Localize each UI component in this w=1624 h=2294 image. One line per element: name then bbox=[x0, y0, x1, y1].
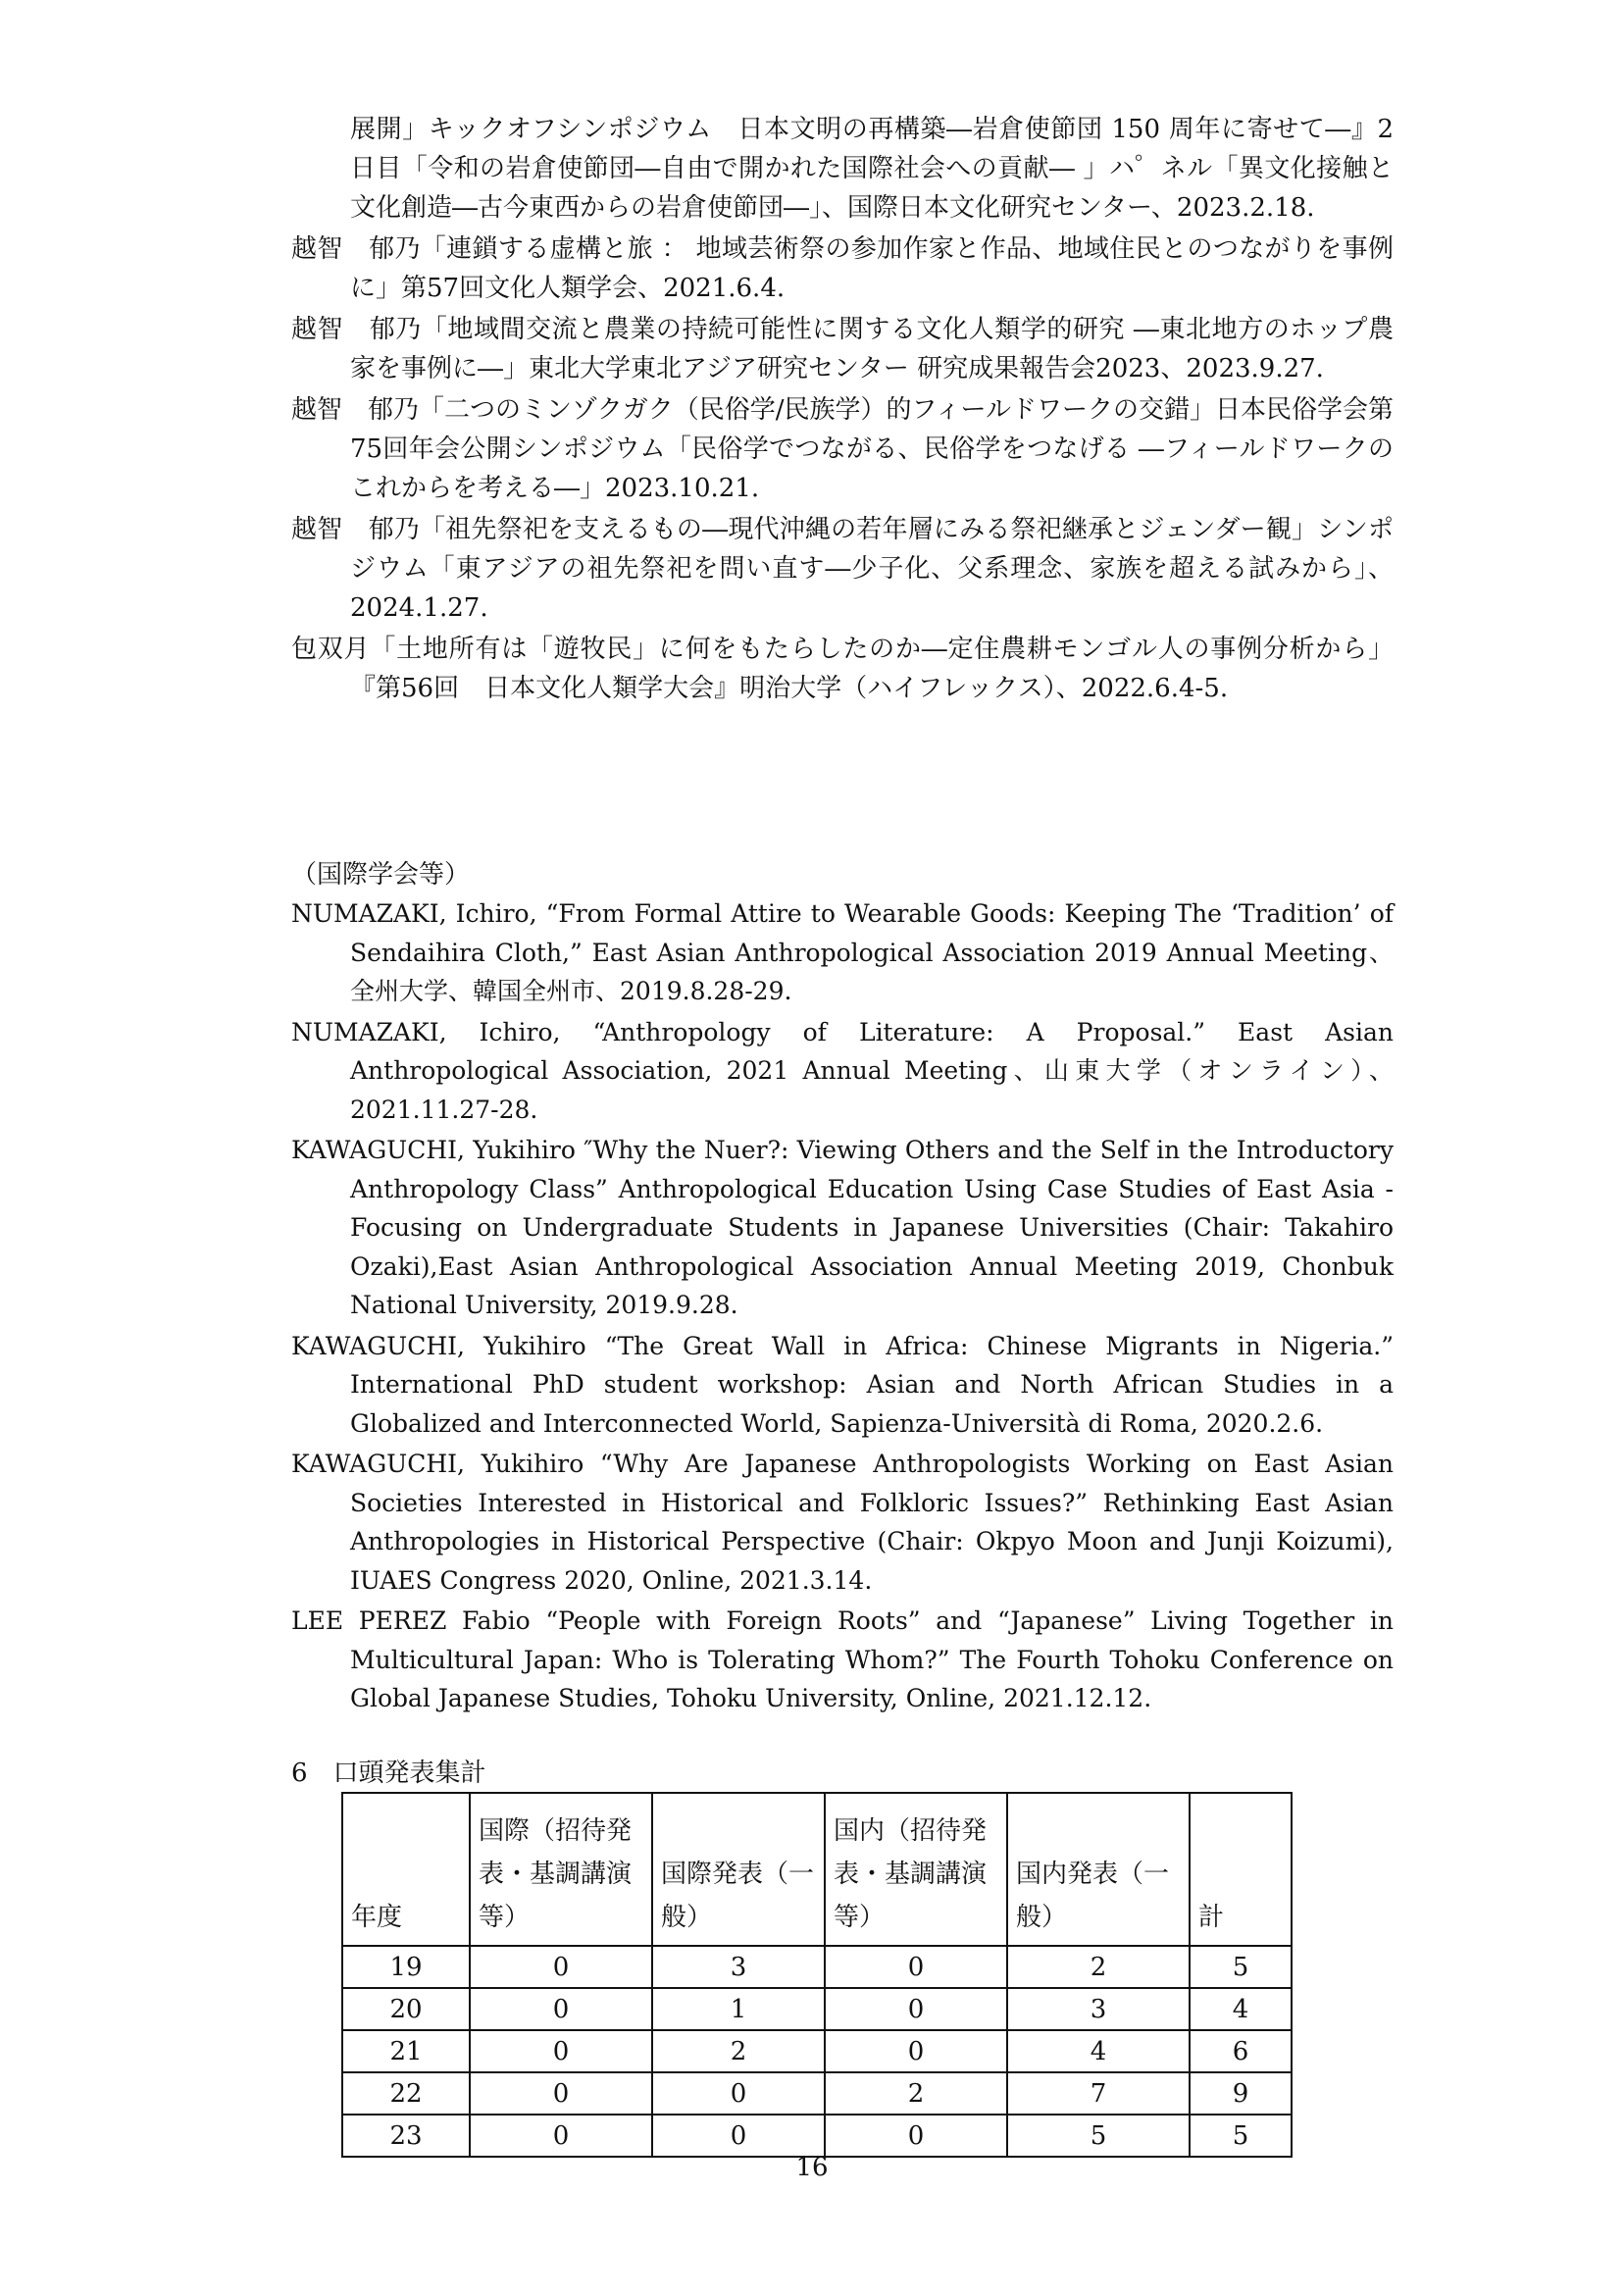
column-header: 国際発表（一般） bbox=[652, 1793, 825, 1946]
table-cell: 0 bbox=[652, 2115, 825, 2157]
international-reference-section bbox=[291, 855, 1394, 1720]
reference-entry: KAWAGUCHI, Yukihiro “Why Are Japanese Anthropologists Working on East Asian Societies Interested in Historical and Folkloric Issues?” Rethinking East Asian Anthropologies in Historical Perspective (Chair: Okpyo Moon and Junji Koizumi), IUAES Congress 2020, Online, 2021.3.14. bbox=[291, 1450, 1394, 1595]
section-heading: （国際学会等） bbox=[291, 860, 471, 890]
table-cell: 23 bbox=[342, 2115, 470, 2157]
table-cell: 7 bbox=[1007, 2072, 1190, 2115]
reference-entry: NUMAZAKI, Ichiro, “Anthropology of Literature: A Proposal.” East Asian Anthropological Association, 2021 Annual Meeting、山東大学（オンライン）、2021.11.27-28. bbox=[291, 1017, 1394, 1124]
table-cell: 3 bbox=[652, 1946, 825, 1988]
table-row bbox=[342, 2030, 1292, 2072]
table-cell: 4 bbox=[1190, 1988, 1292, 2030]
table-cell: 0 bbox=[825, 2115, 1007, 2157]
reference-entry: 展開」キックオフシンポジウム 日本文明の再構築―岩倉使節団 150 周年に寄せて―』2日目「令和の岩倉使節団―自由で開かれた国際社会への貢献― 」ハ゜ネル「異文化接触と文化創造―古今東西からの岩倉使節団―」、国際日本文化研究センター、2023.2.18. bbox=[350, 115, 1394, 223]
table-title: 6 口頭発表集計 bbox=[291, 1759, 486, 1788]
reference-entry: 越智 郁乃「地域間交流と農業の持続可能性に関する文化人類学的研究 ―東北地方のホップ農家を事例に―」東北大学東北アジア研究センター 研究成果報告会2023、2023.9.27. bbox=[291, 315, 1394, 383]
domestic-reference-list bbox=[291, 110, 1394, 710]
table-cell: 9 bbox=[1190, 2072, 1292, 2115]
table-cell: 5 bbox=[1190, 1946, 1292, 1988]
table-row bbox=[342, 2072, 1292, 2115]
table-cell: 5 bbox=[1190, 2115, 1292, 2157]
table-cell: 6 bbox=[1190, 2030, 1292, 2072]
column-header: 国際（招待発表・基調講演等） bbox=[470, 1793, 652, 1946]
table-row bbox=[342, 2115, 1292, 2157]
table-cell: 4 bbox=[1007, 2030, 1190, 2072]
table-cell: 0 bbox=[825, 1988, 1007, 2030]
page-number: 16 bbox=[795, 2153, 829, 2182]
column-header: 国内（招待発表・基調講演等） bbox=[825, 1793, 1007, 1946]
table-cell: 2 bbox=[825, 2072, 1007, 2115]
column-header: 国内発表（一般） bbox=[1007, 1793, 1190, 1946]
table-row bbox=[342, 1946, 1292, 1988]
presentation-summary-table bbox=[341, 1792, 1293, 2158]
table-cell: 0 bbox=[470, 1988, 652, 2030]
reference-entry: KAWAGUCHI, Yukihiro ″Why the Nuer?: Viewing Others and the Self in the Introductory Anthropology Class” Anthropological Education Using Case Studies of East Asia -Focusing on Undergraduate Students in Japanese Universities (Chair: Takahiro Ozaki),East Asian Anthropological Association Annual Meeting 2019, Chonbuk National University, 2019.9.28. bbox=[291, 1136, 1394, 1319]
table-cell: 19 bbox=[342, 1946, 470, 1988]
column-header: 計 bbox=[1190, 1793, 1292, 1946]
table-cell: 3 bbox=[1007, 1988, 1190, 2030]
table-cell: 0 bbox=[470, 1946, 652, 1988]
reference-entry: 越智 郁乃「祖先祭祀を支えるもの―現代沖縄の若年層にみる祭祀継承とジェンダー観」シンポジウム「東アジアの祖先祭祀を問い直す―少子化、父系理念、家族を超える試みから」、2024.1.27. bbox=[291, 515, 1394, 623]
table-cell: 22 bbox=[342, 2072, 470, 2115]
table-cell: 0 bbox=[825, 1946, 1007, 1988]
reference-entry: NUMAZAKI, Ichiro, “From Formal Attire to Wearable Goods: Keeping The ‘Tradition’ of Sendaihira Cloth,” East Asian Anthropological Association 2019 Annual Meeting、全州大学、韓国全州市、2019.8.28-29. bbox=[291, 899, 1394, 1005]
table-cell: 0 bbox=[470, 2072, 652, 2115]
reference-entry: 越智 郁乃「連鎖する虚構と旅 ： 地域芸術祭の参加作家と作品、地域住民とのつながりを事例に」第57回文化人類学会、2021.6.4. bbox=[291, 234, 1394, 303]
table-cell: 5 bbox=[1007, 2115, 1190, 2157]
column-header: 年度 bbox=[342, 1793, 470, 1946]
reference-entry: 越智 郁乃「二つのミンゾクガク（民俗学/民族学）的フィールドワークの交錯」日本民俗学会第75回年会公開シンポジウム「民俗学でつながる、民俗学をつなげる ―フィールドワークのこれからを考える―」2023.10.21. bbox=[291, 395, 1394, 503]
table-cell: 2 bbox=[1007, 1946, 1190, 1988]
table-cell: 2 bbox=[652, 2030, 825, 2072]
reference-entry: KAWAGUCHI, Yukihiro “The Great Wall in Africa: Chinese Migrants in Nigeria.” International PhD student workshop: Asian and North African Studies in a Globalized and Interconnected World, Sapienza-Università di Roma, 2020.2.6. bbox=[291, 1331, 1394, 1438]
table-row bbox=[342, 1988, 1292, 2030]
table-cell: 20 bbox=[342, 1988, 470, 2030]
table-header-row bbox=[342, 1793, 1292, 1946]
table-cell: 1 bbox=[652, 1988, 825, 2030]
table-cell: 0 bbox=[470, 2115, 652, 2157]
reference-entry: 包双月「土地所有は「遊牧民」に何をもたらしたのか―定住農耕モンゴル人の事例分析から」『第56回 日本文化人類学大会』明治大学（ハイフレックス）、2022.6.4-5. bbox=[291, 635, 1394, 703]
table-cell: 0 bbox=[652, 2072, 825, 2115]
table-cell: 0 bbox=[470, 2030, 652, 2072]
reference-entry: LEE PEREZ Fabio “People with Foreign Roots” and “Japanese” Living Together in Multicultural Japan: Who is Tolerating Whom?” The Fourth Tohoku Conference on Global Japanese Studies, Tohoku University, Online, 2021.12.12. bbox=[291, 1606, 1394, 1712]
table-cell: 21 bbox=[342, 2030, 470, 2072]
table-cell: 0 bbox=[825, 2030, 1007, 2072]
